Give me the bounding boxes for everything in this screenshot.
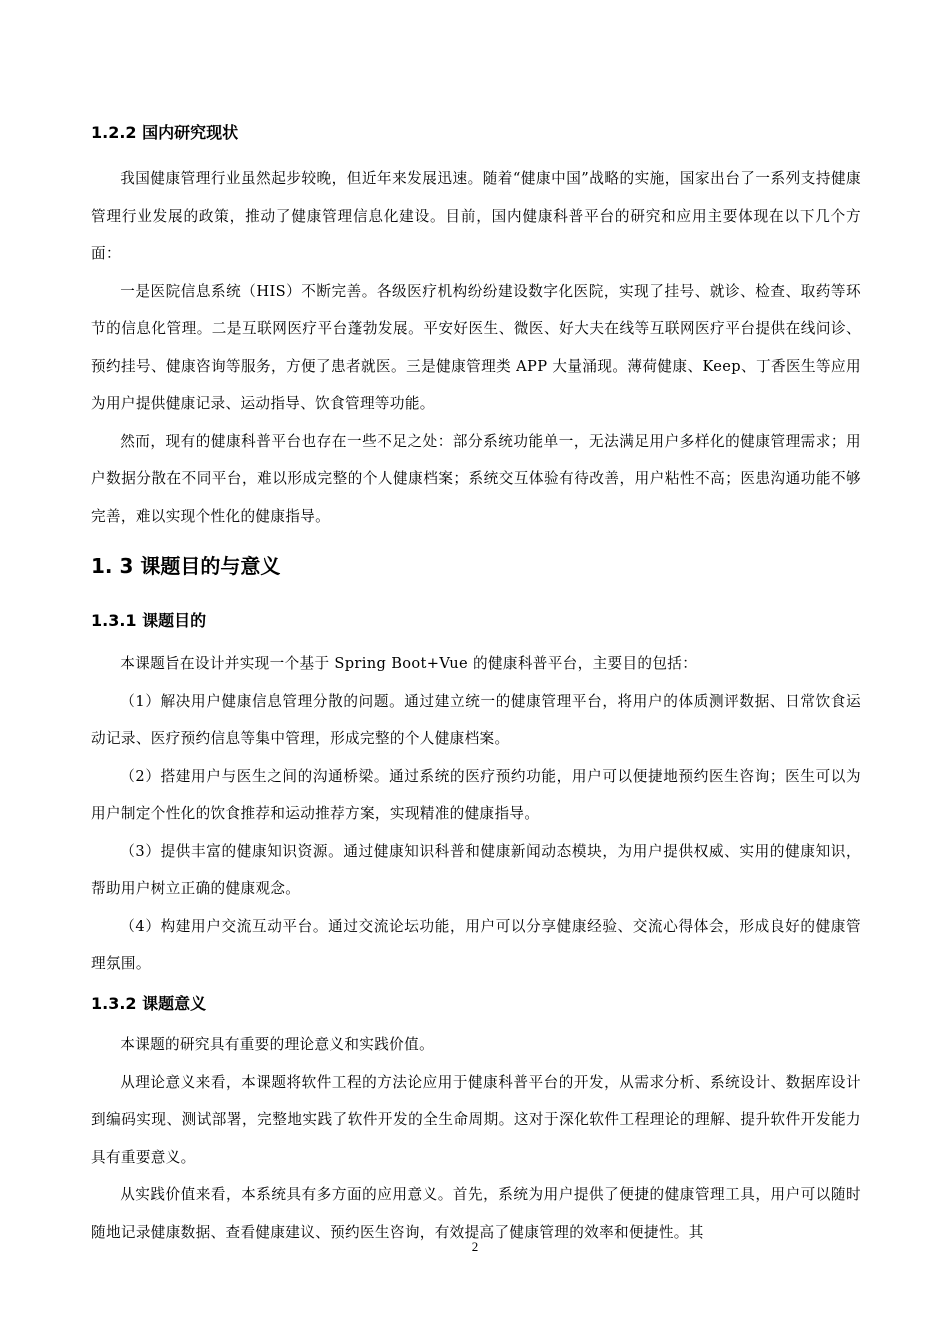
heading-1-3-2: 1.3.2 课题意义 [91, 994, 207, 1013]
section-1-3-2 [91, 994, 861, 1251]
paragraph: 从理论意义来看，本课题将软件工程的方法论应用于健康科普平台的开发，从需求分析、系统设计、数据库设计到编码实现、测试部署，完整地实践了软件开发的全生命周期。这对于深化软件工程理论的理解、提升软件开发能力具有重要意义。 [91, 1073, 861, 1166]
paragraph: 我国健康管理行业虽然起步较晚，但近年来发展迅速。随着“健康中国”战略的实施，国家出台了一系列支持健康管理行业发展的政策，推动了健康管理信息化建设。目前，国内健康科普平台的研究和应用主要体现在以下几个方面： [91, 170, 861, 262]
paragraph: 本课题旨在设计并实现一个基于 Spring Boot+Vue 的健康科普平台，主要目的包括： [120, 655, 698, 672]
section-1-3-1 [91, 611, 861, 983]
section-1-2-2 [91, 123, 861, 535]
paragraph: （4）构建用户交流互动平台。通过交流论坛功能，用户可以分享健康经验、交流心得体会，形成良好的健康管理氛围。 [91, 917, 861, 972]
paragraph: 一是医院信息系统（HIS）不断完善。各级医疗机构纷纷建设数字化医院，实现了挂号、就诊、检查、取药等环节的信息化管理。二是互联网医疗平台蓬勃发展。平安好医生、微医、好大夫在线等互联网医疗平台提供在线问诊、预约挂号、健康咨询等服务，方便了患者就医。三是健康管理类 APP 大量涌现。薄荷健康、Keep、丁香医生等应用为用户提供健康记录、运动指导、饮食管理等功能。 [91, 282, 861, 412]
paragraph: （3）提供丰富的健康知识资源。通过健康知识科普和健康新闻动态模块，为用户提供权威、实用的健康知识，帮助用户树立正确的健康观念。 [91, 842, 861, 897]
paragraph: （1）解决用户健康信息管理分散的问题。通过建立统一的健康管理平台，将用户的体质测评数据、日常饮食运动记录、医疗预约信息等集中管理，形成完整的个人健康档案。 [91, 692, 861, 747]
paragraph: 本课题的研究具有重要的理论意义和实践价值。 [120, 1036, 435, 1053]
heading-1-3-1: 1.3.1 课题目的 [91, 611, 207, 630]
heading-1-2-2: 1.2.2 国内研究现状 [91, 123, 239, 142]
paragraph: 然而，现有的健康科普平台也存在一些不足之处：部分系统功能单一，无法满足用户多样化的健康管理需求；用户数据分散在不同平台，难以形成完整的个人健康档案；系统交互体验有待改善，用户粘性不高；医患沟通功能不够完善，难以实现个性化的健康指导。 [91, 432, 861, 525]
heading-1-3: 1. 3 课题目的与意义 [91, 554, 281, 578]
paragraph: （2）搭建用户与医生之间的沟通桥梁。通过系统的医疗预约功能，用户可以便捷地预约医生咨询；医生可以为用户制定个性化的饮食推荐和运动推荐方案，实现精准的健康指导。 [91, 767, 861, 822]
section-1-3 [91, 553, 861, 579]
paragraph: 从实践价值来看，本系统具有多方面的应用意义。首先，系统为用户提供了便捷的健康管理工具，用户可以随时随地记录健康数据、查看健康建议、预约医生咨询，有效提高了健康管理的效率和便捷性。其 [91, 1186, 861, 1241]
page-number: 2 [471, 1239, 479, 1254]
